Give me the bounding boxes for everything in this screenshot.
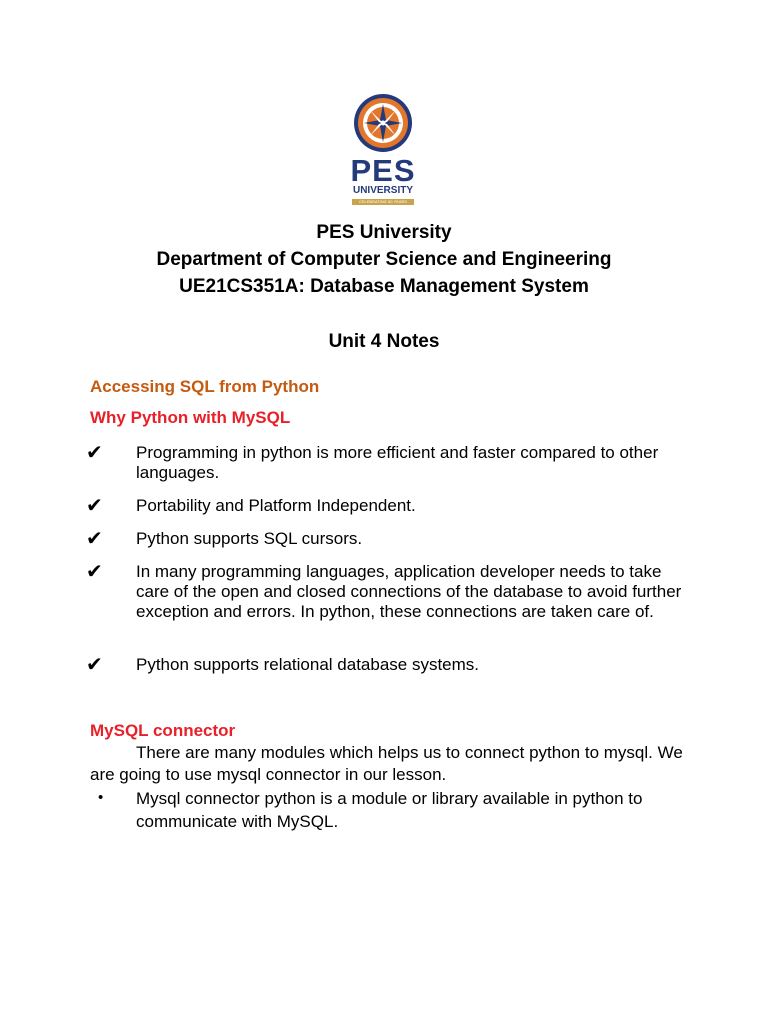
logo-tagline: CELEBRATING 50 YEARS bbox=[352, 199, 414, 205]
list-item-text: In many programming languages, application developer needs to take care of the open and closed connections of the database to avoid further exception and errors. In python, these connections are taken care of. bbox=[136, 562, 682, 621]
logo-subtitle: UNIVERSITY bbox=[352, 185, 413, 196]
connector-paragraph bbox=[90, 742, 690, 786]
unit-title: Unit 4 Notes bbox=[328, 331, 440, 352]
logo-wordmark: PES bbox=[350, 153, 416, 188]
checkmark-icon: ✔ bbox=[86, 495, 103, 517]
course-title: UE21CS351A: Database Management System bbox=[179, 276, 589, 297]
list-item-text: Python supports relational database systems. bbox=[136, 655, 480, 674]
list-item-text: Mysql connector python is a module or library available in python to communicate with MySQL. bbox=[136, 789, 643, 831]
section-heading-mysql-connector: MySQL connector bbox=[90, 721, 236, 740]
section-heading-accessing-sql: Accessing SQL from Python bbox=[90, 377, 320, 396]
list-item-text: Python supports SQL cursors. bbox=[136, 529, 363, 548]
checkmark-icon: ✔ bbox=[86, 654, 103, 676]
university-logo bbox=[349, 92, 417, 214]
university-title: PES University bbox=[316, 222, 452, 243]
checkmark-icon: ✔ bbox=[86, 528, 103, 550]
section-subheading-why-python: Why Python with MySQL bbox=[90, 408, 291, 427]
connector-paragraph-text: There are many modules which helps us to connect python to mysql. We are going to use mysql connector in our lesson. bbox=[90, 743, 683, 784]
checkmark-icon: ✔ bbox=[86, 442, 103, 464]
bullet-icon: • bbox=[98, 789, 104, 806]
list-item-text: Programming in python is more efficient and faster compared to other languages. bbox=[136, 443, 659, 482]
list-item-text: Portability and Platform Independent. bbox=[136, 496, 416, 515]
department-title: Department of Computer Science and Engineering bbox=[156, 249, 612, 270]
checkmark-icon: ✔ bbox=[86, 561, 103, 583]
compass-emblem-icon bbox=[349, 92, 417, 156]
